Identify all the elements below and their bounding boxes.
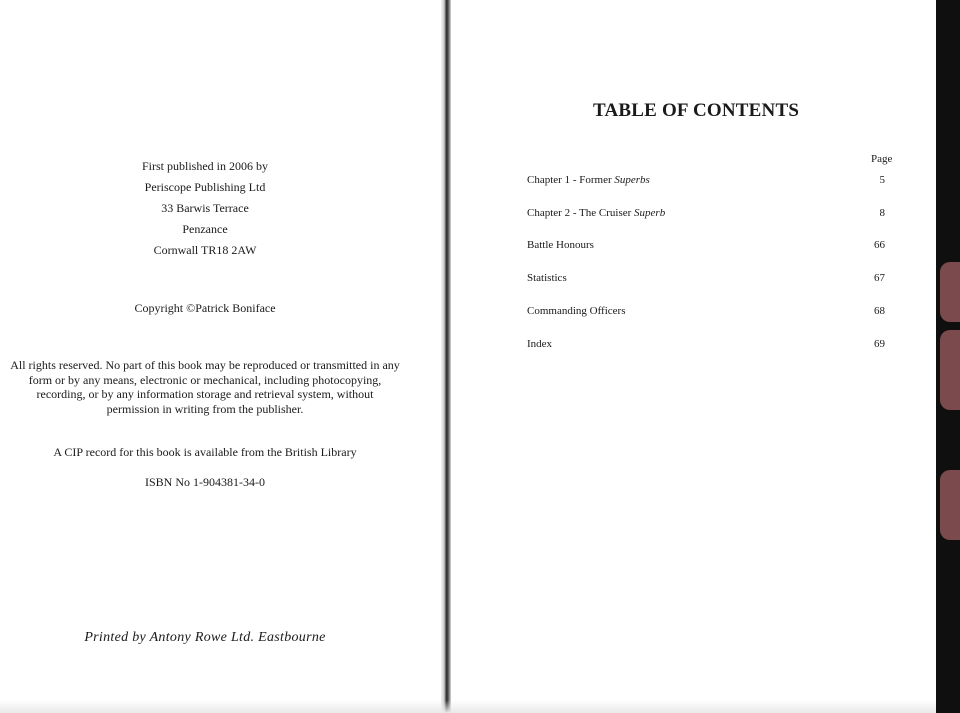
toc-entry (527, 338, 885, 354)
toc-entry-page: 8 (879, 207, 885, 219)
toc-entry-page: 68 (874, 305, 885, 317)
toc-entry-page: 67 (874, 272, 885, 284)
book-gutter (441, 0, 451, 713)
toc-entry-label: Commanding Officers (527, 305, 626, 317)
toc-entry (527, 305, 885, 321)
toc-entry-label: Chapter 2 - The Cruiser Superb (527, 207, 666, 219)
toc-entry-label: Statistics (527, 272, 567, 284)
page-column-header: Page (871, 153, 893, 165)
cip-record: A CIP record for this book is available from the British Library (53, 445, 357, 459)
scan-edge (936, 0, 960, 713)
toc-entry-page: 5 (879, 174, 885, 186)
copyright-page (0, 0, 441, 713)
rights-line: permission in writing from the publisher. (106, 401, 304, 416)
page-title: TABLE OF CONTENTS (593, 100, 800, 121)
publisher-line: 33 Barwis Terrace (161, 201, 249, 215)
toc-entry-page: 66 (874, 239, 885, 251)
rights-line: form or by any means, electronic or mechanical, including photocopying, (28, 372, 382, 387)
rights-statement (0, 358, 420, 416)
contents-page (451, 0, 938, 713)
isbn: ISBN No 1-904381-34-0 (145, 475, 265, 489)
publisher-line: Penzance (182, 222, 228, 236)
printer-credit: Printed by Antony Rowe Ltd. Eastbourne (84, 630, 326, 645)
copyright-notice: Copyright ©Patrick Boniface (134, 301, 276, 315)
toc-entry-page: 69 (874, 338, 885, 350)
rights-line: recording, or by any information storage and retrieval system, without (36, 387, 374, 401)
toc-entry (527, 174, 885, 190)
rights-line: All rights reserved. No part of this book may be reproduced or transmitted in any (10, 358, 400, 372)
toc-entry (527, 272, 885, 288)
page-bottom-shadow (0, 700, 936, 713)
toc-entry-label: Battle Honours (527, 239, 594, 251)
publisher-line: Periscope Publishing Ltd (144, 180, 266, 194)
publisher-line: First published in 2006 by (141, 159, 268, 173)
toc-entry (527, 207, 885, 223)
toc-entry-label: Index (527, 338, 553, 350)
publisher-line: Cornwall TR18 2AW (153, 243, 257, 257)
toc-entry (527, 239, 885, 255)
toc-entry-label: Chapter 1 - Former Superbs (527, 174, 650, 186)
